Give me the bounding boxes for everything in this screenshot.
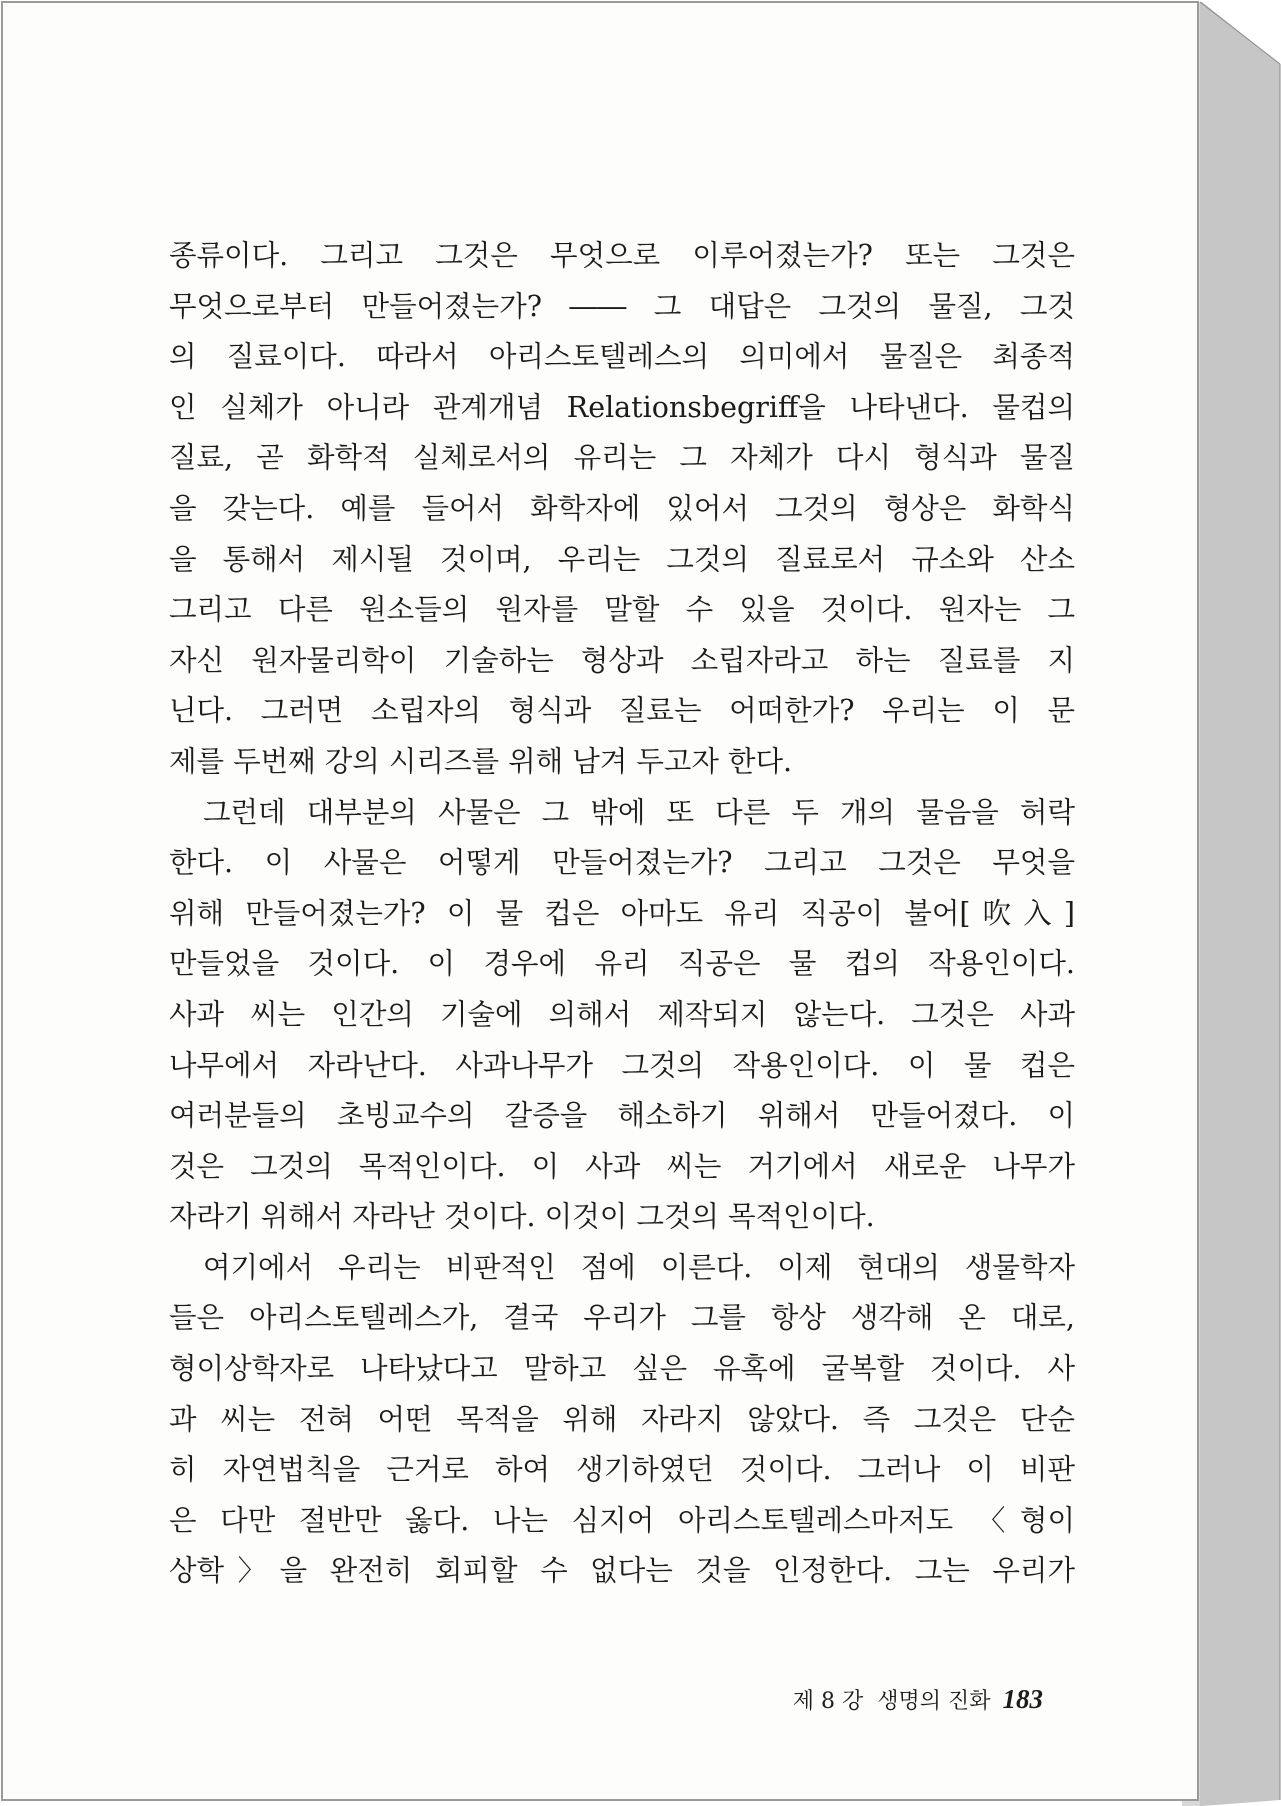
text-line: 을 갖는다. 예를 들어서 화학자에 있어서 그것의 형상은 화학식 [169,491,1075,525]
body-text [169,231,1075,1597]
text-line: 사과 씨는 인간의 기술에 의해서 제작되지 않는다. 그것은 사과 [169,997,1075,1031]
text-line: 은 다만 절반만 옳다. 나는 심지어 아리스토텔레스마저도 〈형이 [169,1503,1075,1537]
text-line: 한다. 이 사물은 어떻게 만들어졌는가? 그리고 그것은 무엇을 [169,846,1075,880]
text-line: 자신 원자물리학이 기술하는 형상과 소립자라고 하는 질료를 지 [169,643,1075,677]
text-line: 무엇으로부터 만들어졌는가? ―― 그 대답은 그것의 물질, 그것 [169,289,1075,323]
text-line: 것은 그것의 목적인이다. 이 사과 씨는 거기에서 새로운 나무가 [169,1149,1075,1183]
text-line: 히 자연법칙을 근거로 하여 생기하였던 것이다. 그러나 이 비판 [169,1453,1075,1487]
paragraph-start-line: 여기에서 우리는 비판적인 점에 이른다. 이제 현대의 생물학자 [203,1250,1075,1284]
text-line: 닌다. 그러면 소립자의 형식과 질료는 어떠한가? 우리는 이 문 [169,694,1075,728]
text-line: 여러분들의 초빙교수의 갈증을 해소하기 위해서 만들어졌다. 이 [169,1099,1075,1133]
text-line: 인 실체가 아니라 관계개념 Relationsbegriff을 나타낸다. 물컵의 [169,390,1075,424]
text-line: 질료, 곧 화학적 실체로서의 유리는 그 자체가 다시 형식과 물질 [169,441,1075,475]
paragraph-end-line: 자라기 위해서 자라난 것이다. 이것이 그것의 목적인이다. [169,1200,875,1234]
page-number: 183 [1002,1684,1043,1714]
text-line: 종류이다. 그리고 그것은 무엇으로 이루어졌는가? 또는 그것은 [169,239,1075,272]
page [1,1,1199,1801]
paragraph-end-line: 제를 두번째 강의 시리즈를 위해 남겨 두고자 한다. [169,744,793,778]
text-line: 상학〉을 완전히 회피할 수 없다는 것을 인정한다. 그는 우리가 [169,1554,1075,1588]
text-line: 그리고 다른 원소들의 원자를 말할 수 있을 것이다. 원자는 그 [169,593,1075,627]
text-line: 나무에서 자라난다. 사과나무가 그것의 작용인이다. 이 물 컵은 [169,1048,1075,1082]
text-line: 과 씨는 전혀 어떤 목적을 위해 자라지 않았다. 즉 그것은 단순 [169,1402,1075,1436]
paragraph-start-line: 그런데 대부분의 사물은 그 밖에 또 다른 두 개의 물음을 허락 [203,795,1075,829]
text-line: 의 질료이다. 따라서 아리스토텔레스의 의미에서 물질은 최종적 [169,340,1075,374]
chapter-title: 생명의 진화 [877,1689,991,1714]
text-line: 위해 만들어졌는가? 이 물 컵은 아마도 유리 직공이 불어[吹入] [169,896,1075,930]
text-line: 을 통해서 제시될 것이며, 우리는 그것의 질료로서 규소와 산소 [169,542,1075,576]
text-line: 들은 아리스토텔레스가, 결국 우리가 그를 항상 생각해 온 대로, [169,1301,1075,1335]
text-line: 만들었을 것이다. 이 경우에 유리 직공은 물 컵의 작용인이다. [169,947,1075,981]
running-footer [703,1684,1043,1715]
lecture-label: 제 8 강 [792,1689,864,1714]
text-line: 형이상학자로 나타났다고 말하고 싶은 유혹에 굴복할 것이다. 사 [169,1352,1075,1386]
